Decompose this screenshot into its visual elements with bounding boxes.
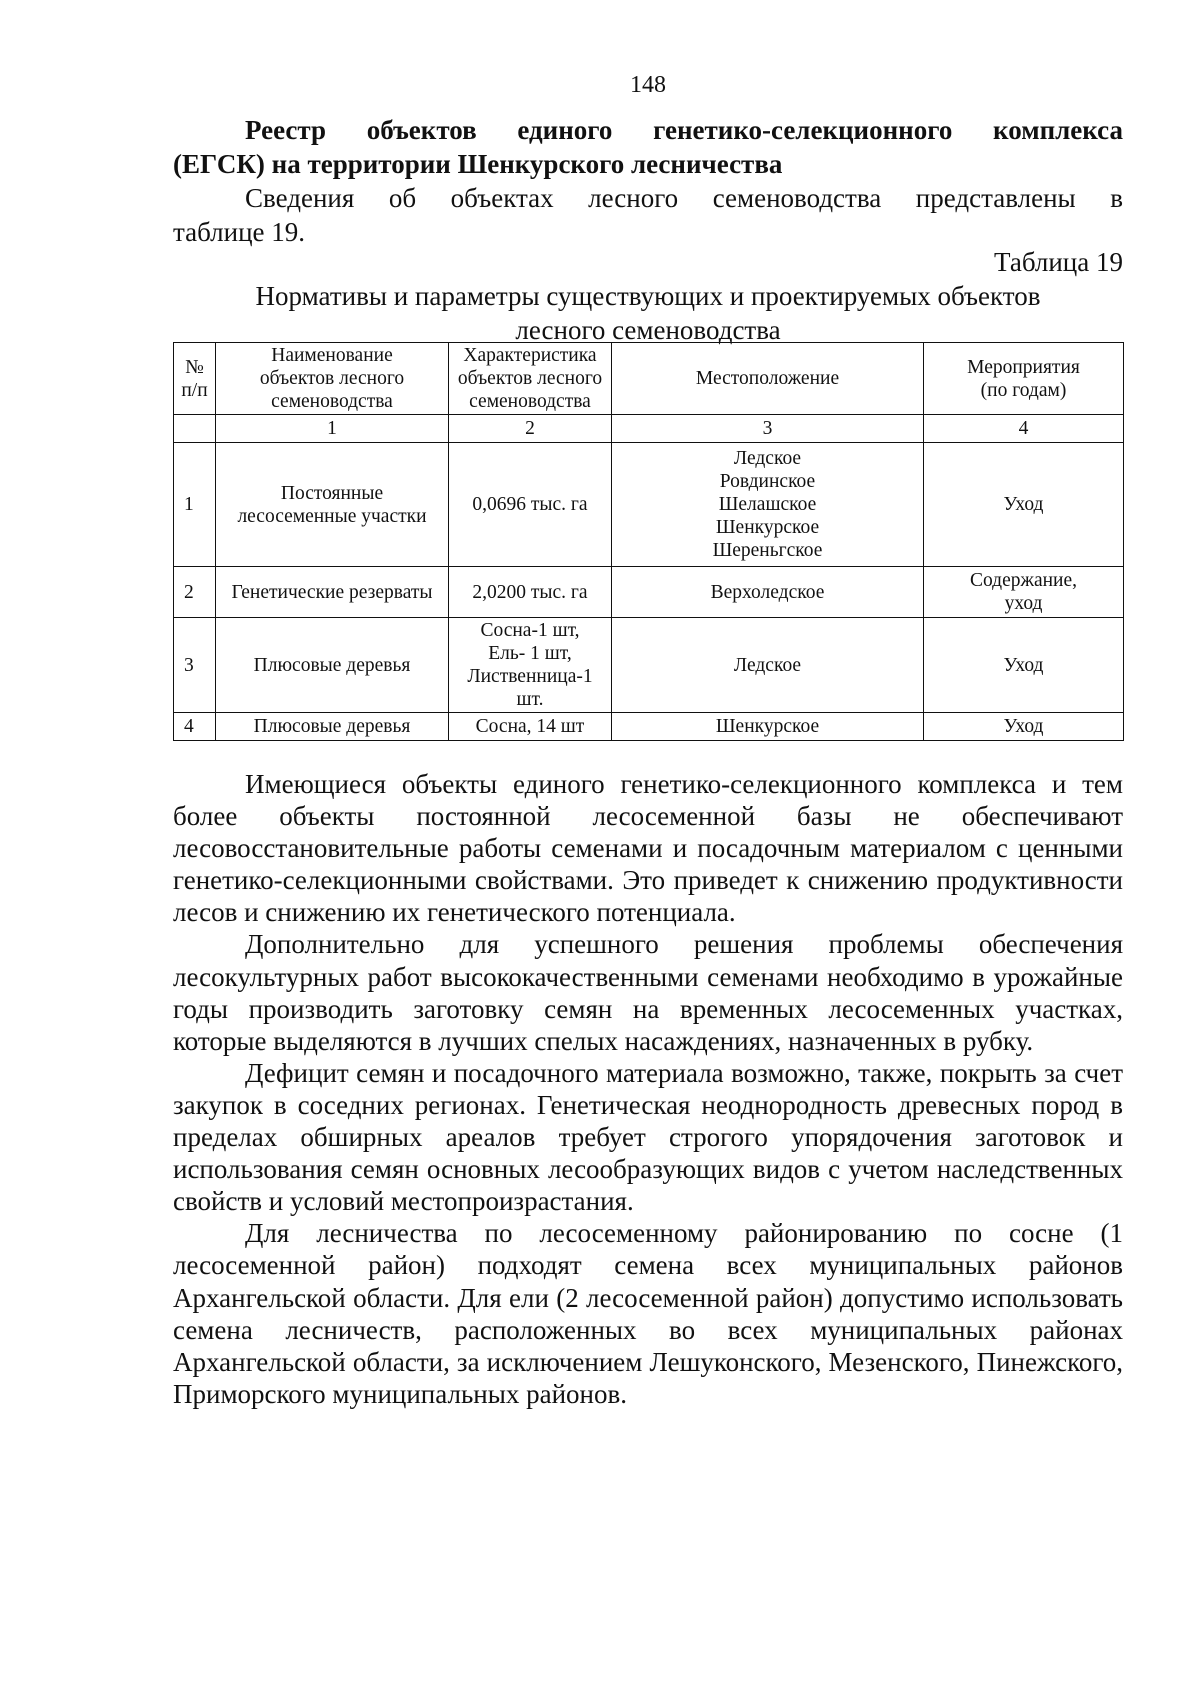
row-location: Ледское [612, 618, 924, 713]
section-heading [173, 113, 1123, 181]
paragraph: Для лесничества по лесосеменному районированию по сосне (1 лесосеменной район) подходят семена всех муниципальных районов Архангельской области. Для ели (2 лесосеменной район) допустимо использовать семена лесничеств, расположенных во всех муниципальных районах Архангельской области, за исключением Лешуконского, Мезенского, Пинежского, Приморского муниципальных районов. [173, 1218, 1123, 1409]
table-row [174, 713, 1124, 741]
row-location: Ледское Ровдинское Шелашское Шенкурское Шереньгское [612, 443, 924, 567]
intro-line-2: таблице 19. [173, 217, 306, 247]
column-number-empty [174, 415, 216, 443]
table-caption-line-2: лесного семеноводства [515, 315, 781, 345]
table-row [174, 443, 1124, 567]
table-caption-line-1: Нормативы и параметры существующих и проектируемых объектов [255, 281, 1041, 311]
section-heading-line-2: (ЕГСК) на территории Шенкурского лесничества [173, 149, 783, 179]
row-characteristic: 2,0200 тыс. га [449, 567, 612, 618]
column-numbers-row [174, 415, 1124, 443]
table-caption [173, 279, 1123, 347]
row-name: Генетические резерваты [216, 567, 449, 618]
paragraph: Имеющиеся объекты единого генетико-селекционного комплекса и тем более объекты постоянной лесосеменной базы не обеспечивают лесовосстановительные работы семенами и посадочным материалом с ценными генетико-селекционными свойствами. Это приведет к снижению продуктивности лесов и снижению их генетического потенциала. [173, 769, 1123, 928]
row-characteristic: 0,0696 тыс. га [449, 443, 612, 567]
column-number: 3 [612, 415, 924, 443]
column-number: 2 [449, 415, 612, 443]
row-name: Постоянные лесосеменные участки [216, 443, 449, 567]
row-num: 2 [174, 567, 216, 618]
table-header-row [174, 343, 1124, 415]
row-name: Плюсовые деревья [216, 618, 449, 713]
body-text [173, 768, 1123, 1410]
table-row [174, 567, 1124, 618]
row-num: 3 [174, 618, 216, 713]
row-location: Шенкурское [612, 713, 924, 741]
intro-line-1: Сведения об объектах лесного семеноводства представлены в [245, 183, 1123, 213]
row-activities: Уход [924, 713, 1124, 741]
intro-text [173, 181, 1123, 249]
page-number: 148 [630, 72, 666, 98]
row-num: 1 [174, 443, 216, 567]
seed-objects-table [173, 342, 1124, 741]
header-activities: Мероприятия (по годам) [924, 343, 1124, 415]
table-label: Таблица 19 [994, 247, 1123, 277]
column-number: 4 [924, 415, 1124, 443]
row-characteristic: Сосна-1 шт, Ель- 1 шт, Лиственница-1 шт. [449, 618, 612, 713]
paragraph: Дополнительно для успешного решения проблемы обеспечения лесокультурных работ высококачественными семенами необходимо в урожайные годы производить заготовку семян на временных лесосеменных участках, которые выделяются в лучших спелых насаждениях, назначенных в рубку. [173, 929, 1123, 1056]
table-row [174, 618, 1124, 713]
row-activities: Уход [924, 618, 1124, 713]
row-characteristic: Сосна, 14 шт [449, 713, 612, 741]
row-location: Верхоледское [612, 567, 924, 618]
row-activities: Содержание, уход [924, 567, 1124, 618]
column-number: 1 [216, 415, 449, 443]
row-name: Плюсовые деревья [216, 713, 449, 741]
paragraph: Дефицит семян и посадочного материала возможно, также, покрыть за счет закупок в соседних регионах. Генетическая неоднородность древесных пород в пределах обширных ареалов требует строгого упорядочения заготовок и использования семян основных лесообразующих видов с учетом наследственных свойств и условий местопроизрастания. [173, 1057, 1123, 1217]
header-num: № п/п [174, 343, 216, 415]
header-location: Местоположение [612, 343, 924, 415]
header-characteristic: Характеристика объектов лесного семеноводства [449, 343, 612, 415]
row-activities: Уход [924, 443, 1124, 567]
header-name: Наименование объектов лесного семеноводства [216, 343, 449, 415]
section-heading-line-1: Реестр объектов единого генетико-селекционного комплекса [245, 115, 1123, 145]
row-num: 4 [174, 713, 216, 741]
